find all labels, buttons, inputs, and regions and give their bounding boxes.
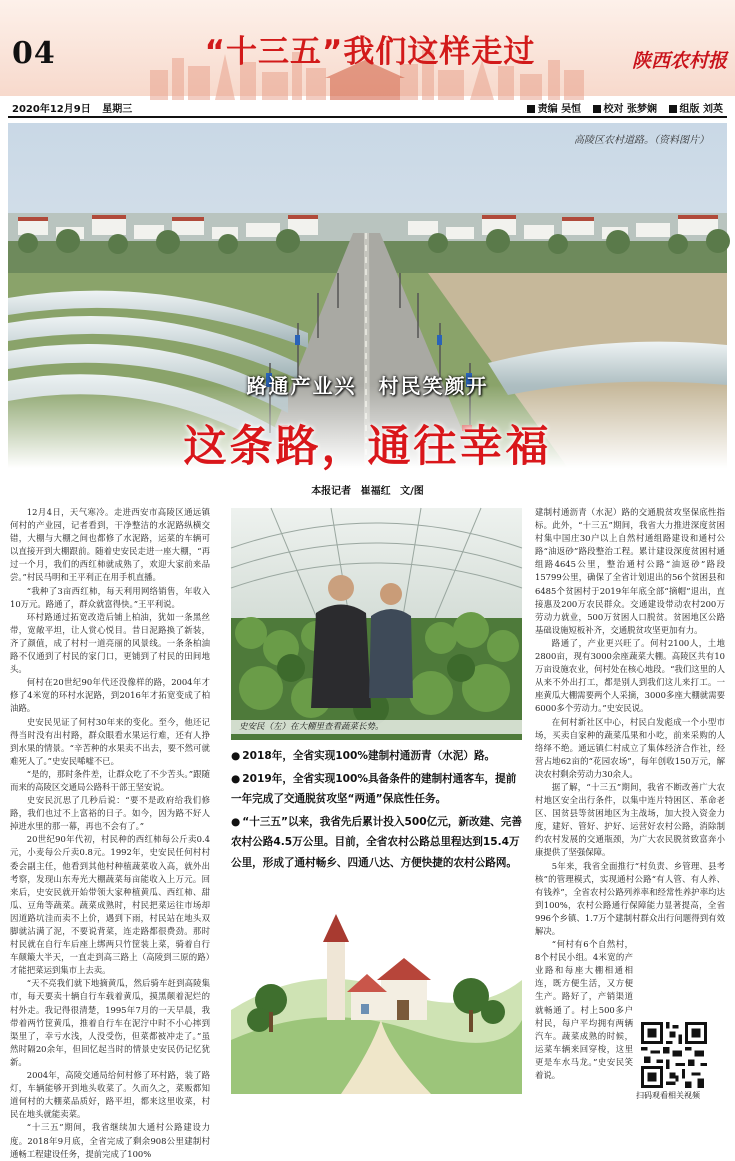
- paragraph: 据了解，“十三五”期间，我省不断改善广大农村地区安全出行条件，以集中连片特困区、革命老区、国贫县等贫困地区为主战场，加大投入资金力度，建好、管好、护好、运营好农村公路，消除制约农村发展的交通瓶颈，为广大农民脱贫致富奔小康提供了坚强保障。: [535, 781, 725, 858]
- article-column-left: [10, 506, 210, 1159]
- byline-prefix: 本报记者: [311, 486, 352, 497]
- paragraph: 建制村通沥青（水泥）路的交通脱贫攻坚保底性指标。此外，“十三五”期间，我省大力推进深度贫困村集中国庄30户以上自然村通组路建设和通村公路“油返砂”路段整治工程。累计建设深度贫困村通组路4645公里，整治通村公路“油返砂”路段15799公里，确保了全省计划退出的56个贫困县和6485个贫困村于2019年年底全部“摘帽”退出，直接惠及200万农民群众。交通建设带动农村200万劳动力就业，500万贫困人口脱贫。贫困地区公路基础设施短板补齐，交通脱贫攻坚更加有力。: [535, 507, 725, 635]
- village-road-illustration: [231, 900, 522, 1094]
- fact-item: [231, 769, 522, 810]
- paragraph: 2004年，高陵交通局给何村修了环村路，装了路灯，车辆能够开到地头收菜了。久而久之，菜贩都知道何村的大棚菜品质好，路平坦，都来这里收菜，村民在地头就能卖菜。: [10, 1070, 210, 1120]
- paragraph: “十三五”期间，我省继续加大通村公路建设力度。2018年9月底，全省完成了剩余908公里建制村通畅工程建设任务，提前完成了100%: [10, 1122, 210, 1159]
- page-number: 04: [12, 36, 56, 71]
- hero-photo: [8, 123, 727, 472]
- editor-credits: [519, 100, 723, 115]
- article-headline: 这条路，通往幸福: [183, 422, 552, 472]
- editor-role: 校对: [603, 104, 624, 115]
- article-deck: 路通产业兴 村民笑颜开: [246, 374, 489, 398]
- header-rule: [8, 116, 727, 118]
- fact-text: 2018年，全省实现100%建制村通沥青（水泥）路。: [242, 750, 496, 762]
- fact-text: 2019年，全省实现100%具备条件的建制村通客车，提前一年完成了交通脱贫攻坚“两通”保底性任务。: [231, 772, 517, 805]
- paragraph: 史安民沉思了几秒后说：“要不是政府给我们修路，我们也过不上富裕的日子。如今，因为路不好人掉进水里的那一幕，再也不会有了。”: [10, 795, 210, 832]
- paragraph: “何村有6个自然村，8个村民小组。4米宽的产业路和每座大棚相通相连，既方便生活，又方便生产。路好了，产销渠道就畅通了。村上500多户村民，每户平均拥有两辆汽车。蔬菜成熟的时候，运菜车辆来回穿梭，这里更是车水马龙。”史安民笑着说。: [535, 939, 633, 1081]
- editor-role: 组版: [679, 104, 700, 115]
- paragraph: 史安民见证了何村30年来的变化。至今，他还记得当时没有出村路，群众眼看水果运行难，还有人挣到水果的情景。“辛苦种的水果卖不出去，要不然可就难死人了。”史安民唏嘘不已。: [10, 716, 210, 766]
- issue-weekday: 星期三: [102, 104, 133, 115]
- paragraph: “天不亮我们就下地摘黄瓜，然后骑车赶到高陵集市，每天要卖十辆自行车载着黄瓜，摸黑颠着泥烂的村外走。我记得很清楚，1995年7月的一天早晨，我带着两竹筐黄瓜，推着自行车在泥泞中时不小心摔到渠里了，幸亏水浅，人没受伤，但菜都被冲走了。”虽然时隔20余年，但回忆起当时的情景史安民仍记忆犹新。: [10, 978, 210, 1067]
- fact-item: [231, 746, 522, 767]
- bullet-dot-icon: ●: [231, 772, 241, 785]
- editor-name: 吴恒: [561, 104, 582, 115]
- article-column-right: [535, 506, 725, 1094]
- paragraph: 20世纪90年代初，村民种的西红柿每公斤卖0.4元，小麦每公斤卖0.8元。1992年，史安民任何村村委会副主任，他看到其他村种植蔬菜收入高，就外出考察，发现山东寿光大棚蔬菜每亩能收入上万元。回来后，史安民就开始带领大家种植黄瓜、西红柿、甜瓜、豆角等蔬菜。蔬菜成熟时，村民把菜运往市场却因道路坑洼而卖不上价，遇到下雨，村民站在地头双脚就沾满了泥，不要说背菜，连走路都很费劲。那时村民就在自行车后座上绑两只竹筐装上菜，骑着自行车颠簸大半天，一直走到高三路上（高陵到三原的路）才能把菜运到集市上去卖。: [10, 834, 210, 976]
- byline-suffix: 文/图: [400, 486, 424, 497]
- paragraph: 环村路通过拓宽改造后铺上柏油，犹如一条黑丝带，宽敞平坦，让人赏心悦目。昔日泥路换了新装，齐了颜值，成了村村一道亮丽的风景线。一条条柏油路不仅通到了村民的家门口，更铺到了村民的田间地头。: [10, 611, 210, 675]
- newspaper-logo: 陕西农村报: [632, 50, 728, 72]
- editor-name: 刘英: [703, 104, 723, 115]
- greenhouse-interior-image: [231, 508, 522, 740]
- qr-code[interactable]: [641, 1022, 707, 1088]
- square-bullet-icon: [669, 105, 677, 113]
- byline-author: 崔福红: [360, 486, 391, 497]
- editor-role: 责编: [537, 104, 558, 115]
- hero-caption: 高陵区农村道路。（资料图片）: [574, 135, 709, 146]
- masthead: [0, 0, 735, 120]
- issue-date: 2020年12月9日: [12, 104, 91, 115]
- bullet-dot-icon: ●: [231, 750, 241, 762]
- editor-name: 张梦娴: [627, 104, 658, 115]
- fact-item: [231, 812, 522, 874]
- photo-caption: 史安民（左）在大棚里查看蔬菜长势。: [231, 720, 522, 734]
- byline: [0, 482, 735, 497]
- section-title: “十三五”我们这样走过: [204, 34, 536, 70]
- paragraph: “是的，那时条件差，让群众吃了不少苦头。”跟随而来的高陵区交通局公路科干部王坚安说。: [10, 768, 210, 792]
- paragraph: 路通了，产业更兴旺了。何村2100人，土地2800亩，现有3000余座蔬菜大棚。高陵区共有10万亩设施农业，何村处在核心地段。“我们这里的人从来不外出打工，都是别人到我们这儿来打工。一座黄瓜大棚需要两个人采摘，3000多座大棚就需要6000多个劳动力。”史安民说。: [535, 637, 725, 714]
- qr-label: 扫码观看相关视频: [636, 1091, 700, 1100]
- paragraph: 5年来，我省全面推行“村负责、乡管理、县考核”的管理模式，实现通村公路“有人管、有人养、有钱养”，全省农村公路列养率和经常性养护率均达到100%，农村公路通行保障能力显著提高，全省996个乡镇、1.7万个建制村群众出行问题得到有效解决。: [535, 860, 725, 936]
- key-facts: [231, 746, 522, 875]
- paragraph: “我种了3亩西红柿，每天利用网络销售，年收入10万元。路通了，群众就富得快。”王平利说。: [10, 585, 210, 609]
- bullet-dot-icon: ●: [231, 815, 241, 828]
- village-illustration: [231, 900, 522, 1094]
- dateline: [12, 100, 140, 115]
- paragraph: 何村在20世纪90年代还没像样的路，2004年才修了4米宽的环村水泥路，到2016年才拓宽变成了柏油路。: [10, 677, 210, 714]
- fact-text: “十三五”以来，我省先后累计投入500亿元，新改建、完善农村公路4.5万公里。目前，全省农村公路总里程达到15.4万公里，形成了通村畅乡、四通八达、方便快捷的农村公路网。: [231, 815, 522, 869]
- square-bullet-icon: [593, 105, 601, 113]
- square-bullet-icon: [527, 105, 535, 113]
- greenhouse-photo: [231, 508, 522, 740]
- paragraph: 12月4日，天气寒冷。走进西安市高陵区通远镇何村的产业园，记者看到，干净整洁的水泥路纵横交错，大棚与大棚之间也都修了水泥路，运菜的车辆可以直接开到大棚跟前。随着史安民走进一座大棚，“再过一个月，我们的西红柿就成熟了，欢迎大家前来品尝。”村民马明和王平利正在用手机直播。: [10, 507, 210, 583]
- paragraph: 在何村新社区中心，村民白发彪成一个小型市场，买卖自家种的蔬菜瓜果和小吃，前来采购的人络绎不绝。通远镇仁村成立了集体经济合作社，经营占地62亩的“花园农场”，每年创收150万元，解决农村剩余劳动力30余人。: [535, 716, 725, 779]
